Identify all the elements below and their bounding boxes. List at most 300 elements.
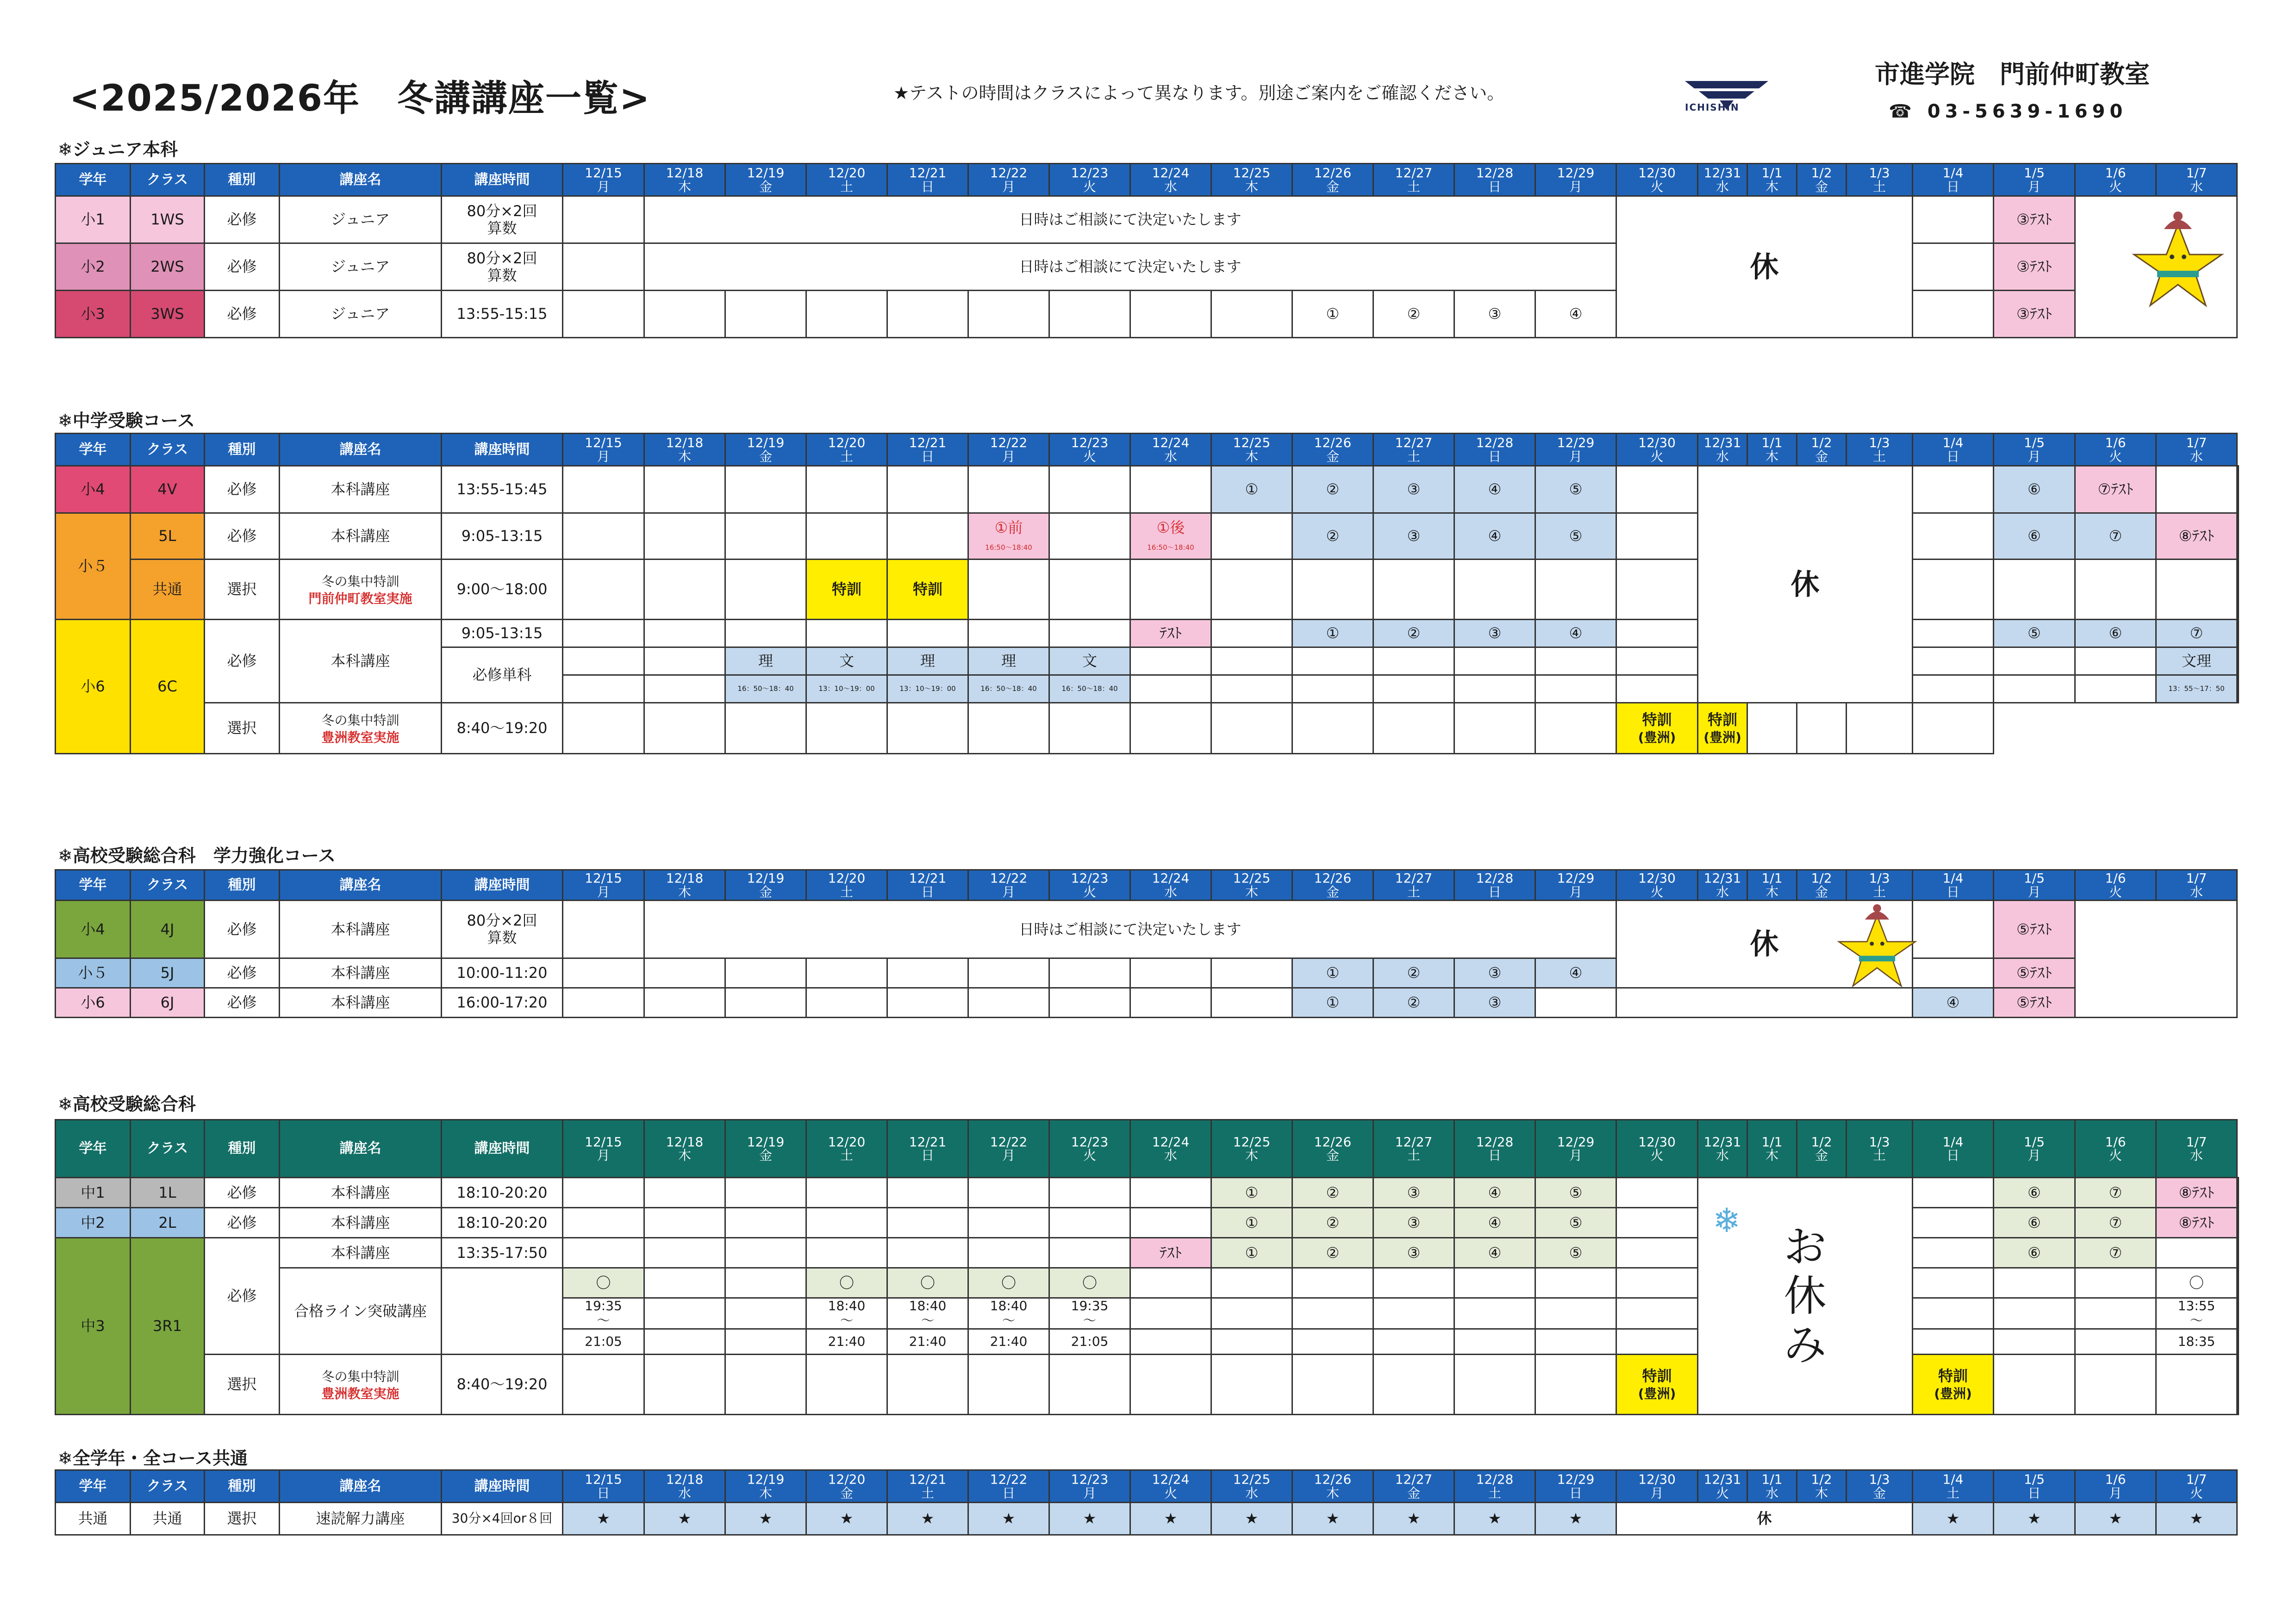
date-label: 12/15 [585,435,622,451]
schedule-cell [1616,1329,1698,1355]
schedule-cell [563,560,644,620]
schedule-cell [563,958,644,988]
schedule-cell [2237,1298,2239,1329]
weekday-label: 土 [840,179,853,194]
time-start: 19:35 ～ [563,1298,644,1329]
schedule-cell: 学年 [56,1470,131,1503]
date-label: 1/1 [1761,1472,1783,1487]
schedule-cell: 合格ライン突破講座 [280,1268,442,1355]
date-header-cell [1373,870,1454,901]
date-header-cell [1747,434,1797,466]
date-header-cell [1913,1470,1994,1503]
schedule-cell [1913,1208,1994,1238]
schedule-cell: 21:40 [887,1329,968,1355]
schedule-cell [1049,1208,1130,1238]
schedule-cell: 小５ [56,958,131,988]
weekday-label: 水 [2190,884,2203,900]
date-header-cell [1454,1470,1535,1503]
schedule-cell [1373,1268,1454,1298]
date-header-cell [1994,1470,2075,1503]
schedule-cell [644,958,725,988]
schedule-cell [968,560,1049,620]
weekday-label: 水 [2190,1148,2203,1163]
schedule-cell [1616,513,1698,560]
schedule-cell: ④ [1454,1238,1535,1268]
schedule-cell [968,1178,1049,1208]
schedule-cell [2075,675,2156,703]
schedule-cell: ★ [725,1503,806,1535]
schedule-cell [1211,1355,1292,1415]
time-start: 19:35 ～ [1049,1298,1130,1329]
schedule-cell: ★ [1913,1503,1994,1535]
schedule-cell: ⑤ [1535,1238,1616,1268]
time-start: 13:55 ～ [2156,1298,2237,1329]
weekday-label: 月 [2109,1485,2122,1501]
date-header-cell [1049,164,1130,196]
col-grade: 学年 [56,434,131,466]
schedule-cell [1616,1178,1698,1208]
date-header-cell [644,434,725,466]
time-cell: 80分×2回 算数 [442,196,563,243]
weekday-label: 日 [921,179,934,194]
schedule-cell [1994,1329,2075,1355]
schedule-cell [563,513,644,560]
schedule-cell: ④ [1454,513,1535,560]
date-label: 12/28 [1476,435,1514,451]
weekday-label: 月 [1002,884,1015,900]
date-label: 12/20 [828,165,866,181]
schedule-cell [644,1238,725,1268]
schedule-cell: ② [1292,513,1373,560]
date-header-cell [1797,434,1847,466]
schedule-cell [887,513,968,560]
date-label: 12/22 [990,165,1028,181]
weekday-label: 火 [1650,179,1664,194]
schedule-cell [1616,466,1698,513]
schedule-cell [887,1238,968,1268]
schedule-cell [2237,1238,2239,1268]
weekday-label: 日 [1946,1148,1959,1163]
date-label: 12/27 [1395,871,1433,886]
date-header-cell [968,1120,1049,1178]
weekday-label: 月 [1569,179,1582,194]
schedule-cell: 文理 [2156,647,2237,675]
schedule-cell: 必修単科 [442,647,563,703]
date-label: 12/26 [1314,1134,1352,1150]
schedule-cell: 〇 [1049,1268,1130,1298]
schedule-cell [1994,647,2075,675]
date-header-cell [968,870,1049,901]
date-header-cell [968,1470,1049,1503]
schedule-cell: ⑦ [2075,1208,2156,1238]
schedule-cell [887,466,968,513]
header-row [56,434,2239,466]
schedule-cell [887,988,968,1018]
date-header-cell [2075,434,2156,466]
holiday-cell: 休 [1616,196,1913,338]
schedule-cell: 理 [887,647,968,675]
schedule-cell: ⑦ [2075,1178,2156,1208]
date-label: 12/25 [1233,871,1271,886]
weekday-label: 木 [1765,448,1778,464]
middle-table [55,433,2239,754]
date-header-cell [1292,1470,1373,1503]
date-label: 12/21 [909,1134,947,1150]
schedule-cell [1747,703,1797,754]
schedule-cell: ⑧ﾃｽﾄ [2156,1178,2237,1208]
schedule-cell: 文 [1049,647,1130,675]
weekday-label: 月 [1650,1485,1664,1501]
date-header-cell [1049,434,1130,466]
schedule-cell: ★ [2075,1503,2156,1535]
course-cell: ジュニア [280,291,442,338]
date-header-cell [1130,1470,1211,1503]
weekday-label: 土 [1872,884,1886,900]
schedule-cell [887,1355,968,1415]
schedule-cell: 13：10～19：00 [887,675,968,703]
schedule-cell [563,988,644,1018]
schedule-cell: ② [1292,466,1373,513]
schedule-cell [1292,1355,1373,1415]
schedule-cell: 6J [131,988,205,1018]
weekday-label: 火 [1650,884,1664,900]
date-label: 12/19 [747,1134,785,1150]
date-header-cell [563,1120,644,1178]
schedule-cell [563,703,644,754]
date-header-cell [644,1470,725,1503]
schedule-cell [1994,1268,2075,1298]
grade-cell: 小3 [56,291,131,338]
date-label: 1/7 [2186,871,2207,886]
schedule-cell: 講座名 [280,1470,442,1503]
schedule-cell [725,1268,806,1298]
weekday-label: 日 [2028,1485,2041,1501]
schedule-cell: ② [1292,1208,1373,1238]
schedule-cell: 小4 [56,466,131,513]
schedule-cell [2237,1178,2239,1208]
weekday-label: 土 [1407,884,1420,900]
date-label: 1/1 [1761,435,1783,451]
date-label: 12/24 [1152,1134,1190,1150]
schedule-cell: 21:40 [806,1329,887,1355]
schedule-cell [1616,1208,1698,1238]
schedule-cell [1913,620,1994,647]
weekday-label: 木 [678,1148,691,1163]
type-cell: 必修 [205,196,280,243]
schedule-cell [1211,620,1292,647]
schedule-cell [563,901,644,958]
test-cell: ③ﾃｽﾄ [1994,196,2075,243]
date-label: 1/4 [1942,871,1964,886]
weekday-label: 土 [840,1148,853,1163]
schedule-cell [644,560,725,620]
schedule-cell: 21:05 [1049,1329,1130,1355]
weekday-label: 火 [1083,179,1096,194]
table-row [56,1178,2239,1208]
col-grade: 学年 [56,164,131,196]
common-table [55,1469,2238,1536]
date-label: 12/20 [828,871,866,886]
schedule-cell: 選択 [205,1355,280,1415]
table-row [56,196,2237,243]
schedule-cell [1913,958,1994,988]
schedule-cell [1535,988,1616,1018]
date-label: 12/18 [666,871,704,886]
schedule-cell [1292,1298,1373,1329]
schedule-cell: ⑥ [2075,620,2156,647]
date-label: 12/31 [1703,165,1741,181]
date-label: 12/31 [1703,1472,1741,1487]
date-label: 12/24 [1152,871,1190,886]
col-type: 種別 [205,164,280,196]
date-header-cell [644,870,725,901]
schedule-cell [806,466,887,513]
schedule-cell: 中3 [56,1238,131,1415]
schedule-cell [1211,647,1292,675]
schedule-cell [2237,675,2239,703]
section-title-middle: ❄中学受験コース [58,410,195,431]
schedule-cell [2237,1268,2239,1298]
schedule-cell [1616,620,1698,647]
date-header-cell [1211,1470,1292,1503]
schedule-cell: ② [1373,988,1454,1018]
weekday-label: 木 [1815,1485,1828,1501]
date-label: 12/21 [909,871,947,886]
schedule-cell [806,1355,887,1415]
date-label: 1/7 [2186,1472,2207,1487]
class-cell: 3WS [131,291,205,338]
schedule-cell [1049,1178,1130,1208]
schedule-cell: ★ [1292,1503,1373,1535]
schedule-cell: 学年 [56,1120,131,1178]
schedule-cell: ★ [644,1503,725,1535]
weekday-label: 木 [1245,1148,1258,1163]
weekday-label: 木 [678,179,691,194]
section-title-hs: ❄高校受験総合科 [58,1094,196,1114]
date-header-cell [806,434,887,466]
schedule-cell [644,1208,725,1238]
schedule-cell: ⑤ﾃｽﾄ [1994,988,2075,1018]
phone-number: ☎ 03-5639-1690 [1889,101,2128,122]
schedule-cell [1211,513,1292,560]
date-label: 12/27 [1395,165,1433,181]
test-cell: ③ﾃｽﾄ [1994,291,2075,338]
date-header-cell [1454,434,1535,466]
schedule-cell: 必修 [205,901,280,958]
schedule-cell: 必修 [205,620,280,703]
schedule-cell: 必修 [205,466,280,513]
schedule-cell [968,466,1049,513]
schedule-cell: 共通 [131,1503,205,1535]
schedule-cell [1049,560,1130,620]
date-label: 1/6 [2105,1134,2126,1150]
date-label: 12/19 [747,435,785,451]
school-name: 市進学院 門前仲町教室 [1875,60,2150,89]
schedule-cell: 必修 [205,1208,280,1238]
grade-cell: 小2 [56,243,131,291]
date-label: 1/5 [2023,1472,2045,1487]
schedule-cell [1913,901,1994,958]
date-label: 12/23 [1071,1134,1109,1150]
schedule-cell: 小6 [56,620,131,754]
schedule-cell [1049,466,1130,513]
date-label: 12/19 [747,871,785,886]
schedule-cell [1535,675,1616,703]
date-label: 1/7 [2186,1134,2207,1150]
schedule-cell: ① [1292,620,1373,647]
schedule-cell: 講座時間 [442,870,563,901]
tokkun-cell: 特訓 (豊洲) [1913,1355,1994,1415]
date-label: 12/18 [666,1472,704,1487]
schedule-cell [1535,647,1616,675]
schedule-cell [1130,703,1211,754]
schedule-cell: 本科講座 [280,988,442,1018]
schedule-cell [887,291,968,338]
weekday-label: 火 [1716,1485,1729,1501]
schedule-cell: 21:05 [563,1329,644,1355]
schedule-cell [2075,1268,2156,1298]
schedule-cell [644,703,725,754]
weekday-label: 火 [2109,884,2122,900]
schedule-cell [1454,675,1535,703]
date-label: 1/7 [2186,165,2207,181]
date-label: 12/23 [1071,165,1109,181]
schedule-cell [1292,647,1373,675]
weekday-label: 月 [1569,1148,1582,1163]
schedule-cell: 速読解力講座 [280,1503,442,1535]
schedule-cell: ③ [1373,466,1454,513]
class-cell: 2WS [131,243,205,291]
date-label: 1/3 [1869,435,1890,451]
schedule-cell: ⑤ﾃｽﾄ [1994,901,2075,958]
schedule-cell: ① [1211,466,1292,513]
schedule-cell: 理 [725,647,806,675]
weekday-label: 火 [2109,448,2122,464]
schedule-cell [644,1329,725,1355]
schedule-cell: ④ [1454,1208,1535,1238]
weekday-label: 水 [1164,1148,1177,1163]
date-label: 12/30 [1638,1472,1676,1487]
date-header-cell [887,1470,968,1503]
schedule-cell [2156,560,2237,620]
schedule-cell: 本科講座 [280,466,442,513]
weekday-label: 火 [1083,448,1096,464]
date-label: 12/26 [1314,165,1352,181]
schedule-cell [725,1208,806,1238]
date-header-cell [1847,434,1913,466]
weekday-label: 金 [1326,1148,1339,1163]
date-header-cell [1373,434,1454,466]
date-header-cell [1747,870,1797,901]
schedule-cell [1130,1178,1211,1208]
schedule-cell [806,513,887,560]
schedule-cell [2156,1355,2237,1415]
schedule-cell [1373,647,1454,675]
date-label: 12/22 [990,1134,1028,1150]
tokkun-cell: 特訓 (豊洲) [1698,703,1747,754]
date-label: 1/6 [2105,1472,2126,1487]
date-header-cell [806,1470,887,1503]
col-class: クラス [131,434,205,466]
date-header-cell [1698,1470,1747,1503]
schedule-cell: 5L [131,513,205,560]
split-class-cell: ①後 16:50～18:40 [1130,513,1211,560]
date-label: 1/4 [1942,435,1964,451]
header-row [56,1470,2237,1503]
schedule-cell [563,675,644,703]
weekday-label: 日 [1002,1485,1015,1501]
weekday-label: 水 [1164,884,1177,900]
weekday-label: 月 [1002,448,1015,464]
schedule-cell [1454,647,1535,675]
schedule-cell [1616,1268,1698,1298]
schedule-cell: ★ [968,1503,1049,1535]
schedule-cell: ② [1292,1178,1373,1208]
weekday-label: 月 [2028,448,2041,464]
schedule-cell [644,1268,725,1298]
schedule-cell [1913,291,1994,338]
weekday-label: 金 [759,448,772,464]
schedule-cell [563,1238,644,1268]
schedule-cell: ② [1373,291,1454,338]
test-cell: ③ﾃｽﾄ [1994,243,2075,291]
weekday-label: 水 [2190,448,2203,464]
schedule-cell: 小５ [56,513,131,620]
date-label: 1/2 [1811,1472,1832,1487]
weekday-label: 木 [1245,884,1258,900]
date-label: 12/30 [1638,871,1676,886]
weekday-label: 木 [678,884,691,900]
course-cell: 冬の集中特訓 門前仲町教室実施 [280,560,442,620]
schedule-cell: 本科講座 [280,1208,442,1238]
schedule-cell: ★ [1211,1503,1292,1535]
date-header-cell [1797,1120,1847,1178]
date-label: 1/2 [1811,165,1832,181]
schedule-cell: 13：55～17：50 [2156,675,2237,703]
schedule-cell: 21:40 [968,1329,1049,1355]
date-header-cell [2156,434,2237,466]
schedule-cell [1211,703,1292,754]
weekday-label: 金 [1326,179,1339,194]
date-header-cell [2156,870,2237,901]
schedule-cell [1130,988,1211,1018]
date-label: 12/25 [1233,1134,1271,1150]
schedule-cell: 16：50～18：40 [725,675,806,703]
schedule-cell [1211,1329,1292,1355]
schedule-cell: ③ [1373,1238,1454,1268]
weekday-label: 日 [921,884,934,900]
schedule-cell [1454,703,1535,754]
weekday-label: 金 [1815,884,1828,900]
schedule-cell [1913,196,1994,243]
schedule-cell [1292,675,1373,703]
schedule-cell [806,988,887,1018]
schedule-cell [968,703,1049,754]
schedule-cell: 9:00～18:00 [442,560,563,620]
date-label: 12/15 [585,1472,622,1487]
date-label: 12/23 [1071,435,1109,451]
date-header-cell [1616,164,1698,196]
schedule-cell: 1L [131,1178,205,1208]
date-label: 1/5 [2023,1134,2045,1150]
date-header-cell [1454,164,1535,196]
date-header-cell [2156,1120,2237,1178]
weekday-label: 水 [1164,448,1177,464]
date-header-cell [887,164,968,196]
schedule-cell [442,1268,563,1355]
schedule-cell: ﾃｽﾄ [1130,1238,1211,1268]
date-header-cell [1747,164,1797,196]
